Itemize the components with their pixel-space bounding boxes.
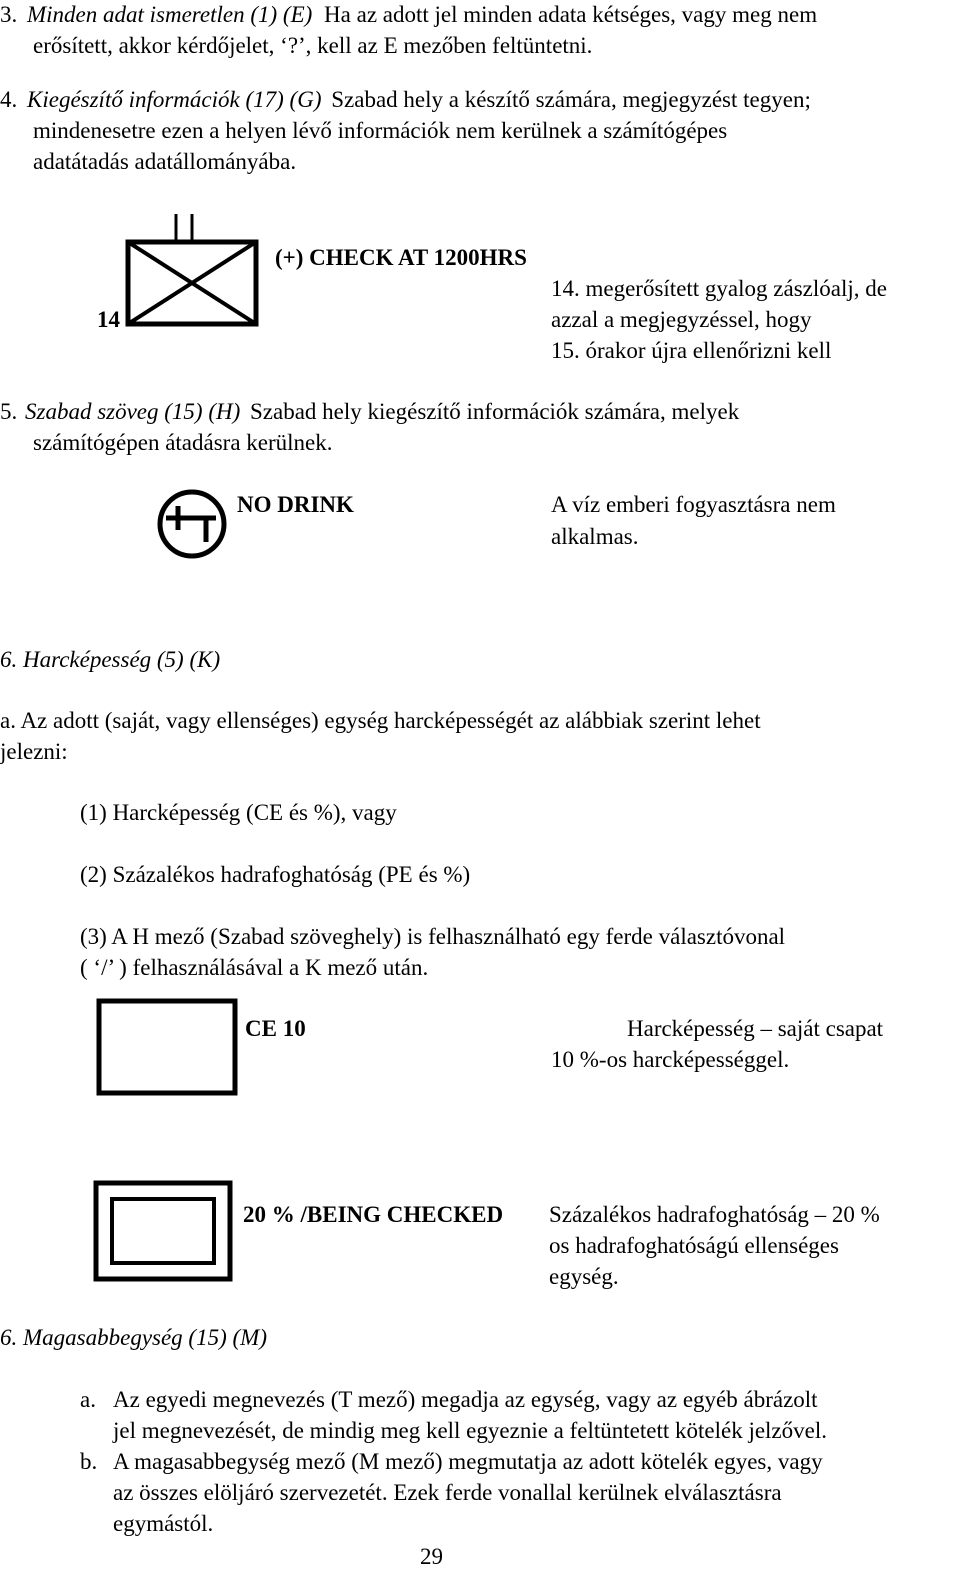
pe-desc-1: Százalékos hadrafoghatóság – 20 % — [549, 1202, 880, 1227]
enemy-unit-frame-icon — [93, 1180, 235, 1284]
sec3-text-2: erősített, akkor kérdőjelet, ‘?’, kell az E mezőben feltüntetni. — [33, 33, 593, 58]
sec4-text-1: Szabad hely a készítő számára, megjegyzést tegyen; — [331, 87, 811, 112]
sec4-text-3: adatátadás adatállományába. — [33, 149, 297, 174]
sec7-b-line-1: A magasabbegység mező (M mező) megmutatja az adott kötelék egyes, vagy — [113, 1449, 823, 1474]
unit-number-label: 14 — [97, 307, 120, 332]
section-5 — [0, 396, 739, 427]
no-drink-label: NO DRINK — [237, 492, 354, 517]
example-desc-1: 14. megerősített gyalog zászlóalj, de — [551, 276, 887, 301]
sec7-a-line-1: Az egyedi megnevezés (T mező) megadja az egység, vagy az egyéb ábrázolt — [113, 1387, 818, 1412]
sec6-heading: 6. Harcképesség (5) (K) — [0, 647, 221, 672]
example-desc-3: 15. órakor újra ellenőrizni kell — [551, 338, 832, 363]
example-label-check: (+) CHECK AT 1200HRS — [275, 245, 527, 270]
sec6-para-2: jelezni: — [0, 739, 68, 764]
sec3-title: Minden adat ismeretlen (1) (E) — [27, 2, 313, 27]
sec5-text-2: számítógépen átadásra kerülnek. — [33, 430, 333, 455]
friendly-unit-frame-icon — [96, 998, 240, 1098]
sec5-title: Szabad szöveg (15) (H) — [25, 399, 241, 424]
example-desc-2: azzal a megjegyzéssel, hogy — [551, 307, 812, 332]
sec5-number: 5. — [0, 399, 18, 424]
sec7-b-line-3: egymástól. — [113, 1511, 214, 1536]
sec4-text-2: mindenesetre ezen a helyen lévő információk nem kerülnek a számítógépes — [33, 118, 728, 143]
sec5-text-1: Szabad hely kiegészítő információk számára, melyek — [250, 399, 740, 424]
sec7-b-marker: b. — [80, 1449, 98, 1474]
no-drink-water-icon — [156, 488, 228, 560]
sec7-a-marker: a. — [80, 1387, 96, 1412]
sec7-b-line-2: az összes elöljáró szervezetét. Ezek ferde vonallal kerülnek elválasztásra — [113, 1480, 782, 1505]
page-number: 29 — [420, 1544, 443, 1569]
sec6-para-1: a. Az adott (saját, vagy ellenséges) egység harcképességét az alábbiak szerint lehet — [0, 708, 761, 733]
sec4-title: Kiegészítő információk (17) (G) — [27, 87, 322, 112]
pe-label: 20 % /BEING CHECKED — [243, 1202, 504, 1227]
ce-label: CE 10 — [245, 1016, 306, 1041]
no-drink-desc-2: alkalmas. — [551, 524, 639, 549]
sec4-number: 4. — [0, 87, 18, 112]
ce-desc-2: 10 %-os harcképességgel. — [551, 1047, 790, 1072]
no-drink-desc-1: A víz emberi fogyasztásra nem — [551, 492, 836, 517]
sec6-item-3b: ( ‘/’ ) felhasználásával a K mező után. — [80, 955, 429, 980]
pe-desc-2: os hadrafoghatóságú ellenséges — [549, 1233, 839, 1258]
sec6-item-3a: (3) A H mező (Szabad szöveghely) is felhasználható egy ferde választóvonal — [80, 924, 786, 949]
sec6-item-2: (2) Százalékos hadrafoghatóság (PE és %) — [80, 862, 471, 887]
sec3-number: 3. — [0, 2, 18, 27]
sec7-a-line-2: jel megnevezését, de mindig meg kell egyeznie a feltüntetett kötelék jelzővel. — [113, 1418, 827, 1443]
sec3-text-1: Ha az adott jel minden adata kétséges, vagy meg nem — [324, 2, 818, 27]
pe-desc-3: egység. — [549, 1264, 619, 1289]
sec6-item-1: (1) Harcképesség (CE és %), vagy — [80, 800, 397, 825]
ce-desc-1: Harcképesség – saját csapat — [627, 1016, 884, 1041]
sec7-heading: 6. Magasabbegység (15) (M) — [0, 1325, 267, 1350]
infantry-battalion-symbol-icon — [124, 208, 264, 328]
